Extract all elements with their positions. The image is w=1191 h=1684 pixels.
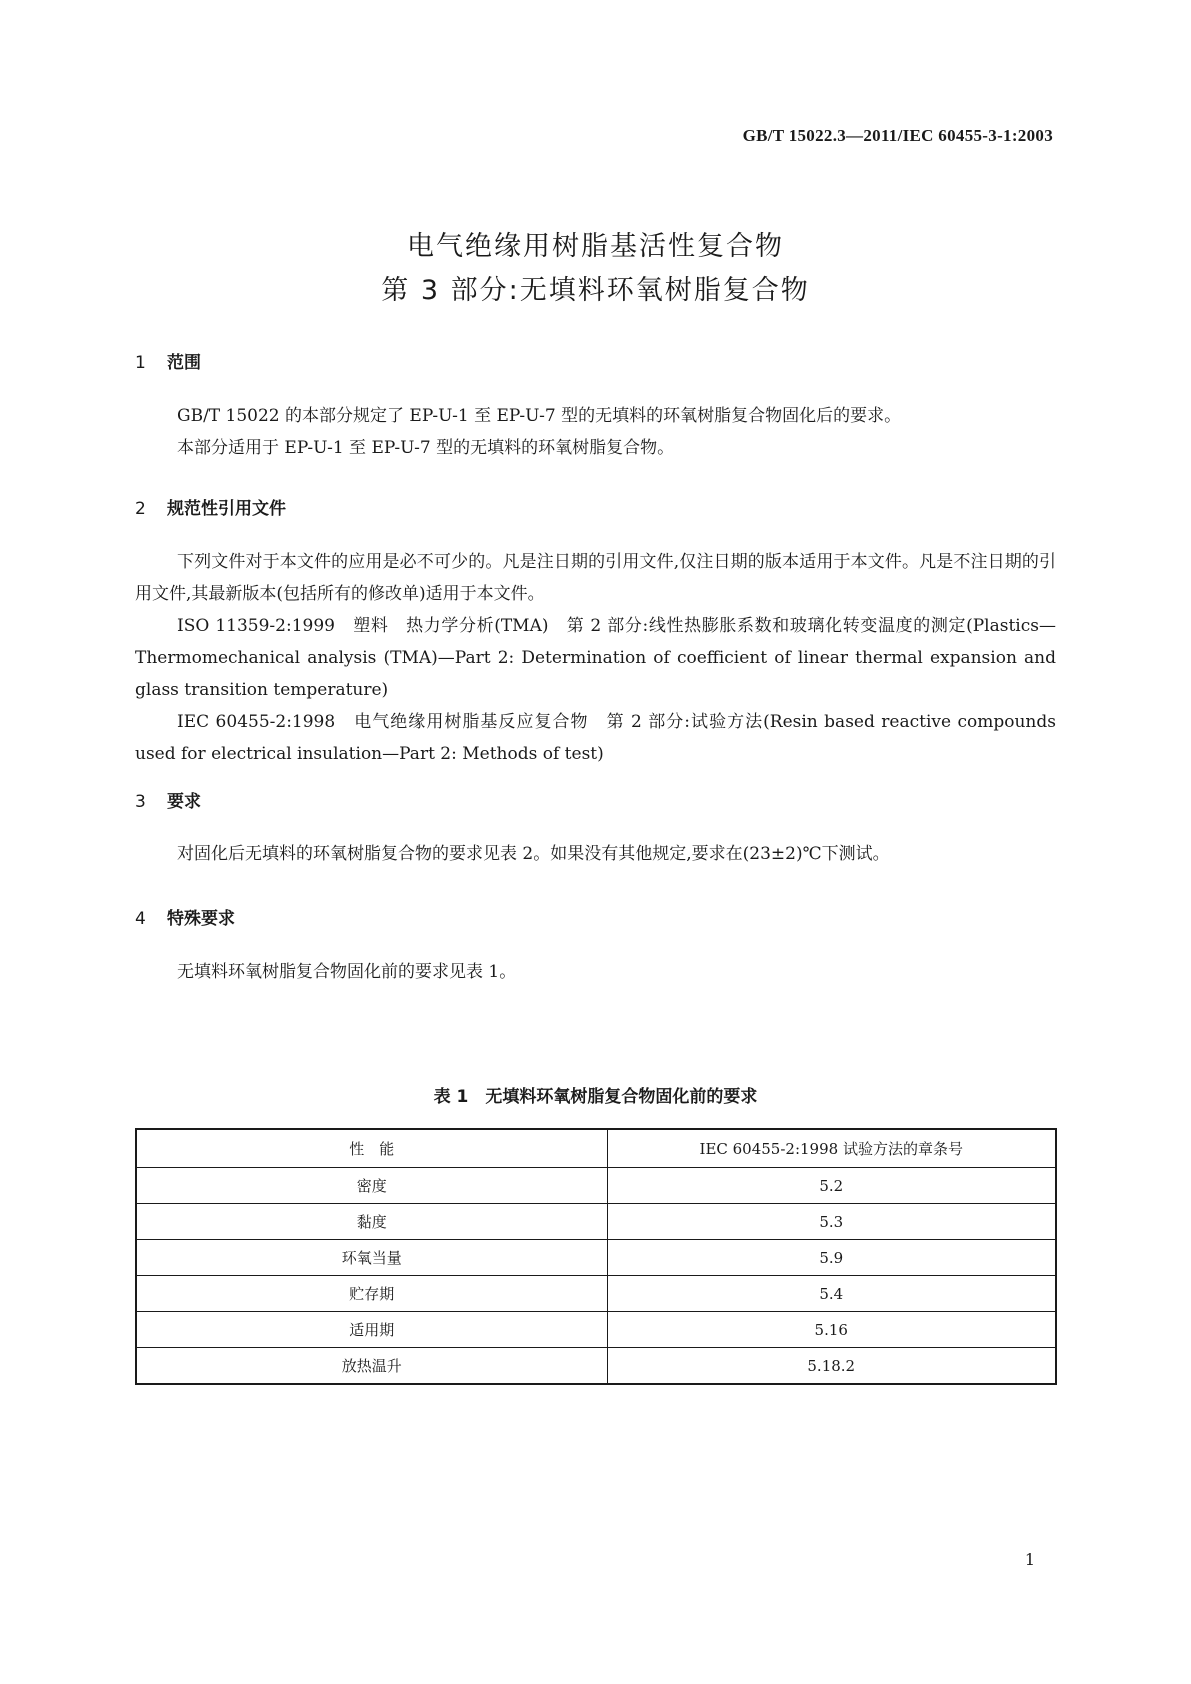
table-row: [136, 1240, 1056, 1276]
paragraph: 本部分适用于 EP-U-1 至 EP-U-7 型的无填料的环氧树脂复合物。: [177, 438, 675, 458]
section-heading-requirements: [135, 787, 201, 812]
table-row: [136, 1312, 1056, 1348]
section-number: 2: [135, 499, 146, 519]
reference-iso-11359-2: ISO 11359-2:1999 塑料 热力学分析(TMA) 第 2 部分:线性热膨胀系数和玻璃化转变温度的测定(Plastics—Thermomechanical analysis (TMA)—Part 2: Determination of coefficient of linear thermal expansion and glass transition temperature): [135, 616, 1056, 700]
table-row: [136, 1276, 1056, 1312]
table-header-row: [136, 1129, 1056, 1168]
paragraph: GB/T 15022 的本部分规定了 EP-U-1 至 EP-U-7 型的无填料的环氧树脂复合物固化后的要求。: [177, 406, 902, 426]
section-title: 要求: [167, 792, 201, 812]
section-title: 规范性引用文件: [167, 499, 286, 519]
table-caption: 表 1 无填料环氧树脂复合物固化前的要求: [433, 1087, 758, 1107]
section-title: 特殊要求: [167, 909, 235, 929]
reference-iec-60455-2: IEC 60455-2:1998 电气绝缘用树脂基反应复合物 第 2 部分:试验方法(Resin based reactive compounds used for electrical insulation—Part 2: Methods of test): [135, 712, 1056, 764]
clause-cell: 5.18.2: [607, 1348, 1056, 1385]
section-body-normative-references: [135, 546, 1056, 770]
table-row: [136, 1168, 1056, 1204]
section-title: 范围: [167, 353, 201, 373]
section-heading-special-requirements: [135, 904, 235, 929]
page-number: 1: [1024, 1550, 1035, 1569]
section-number: 3: [135, 792, 146, 812]
section-number: 4: [135, 909, 146, 929]
property-cell: 黏度: [136, 1204, 607, 1240]
document-title: [0, 225, 1191, 313]
clause-cell: 5.2: [607, 1168, 1056, 1204]
section-body-requirements: [135, 838, 1056, 870]
requirements-table: [135, 1128, 1057, 1385]
column-header-property: 性 能: [136, 1129, 607, 1168]
paragraph: 无填料环氧树脂复合物固化前的要求见表 1。: [177, 962, 517, 982]
property-cell: 环氧当量: [136, 1240, 607, 1276]
table-row: [136, 1348, 1056, 1385]
paragraph: 下列文件对于本文件的应用是必不可少的。凡是注日期的引用文件,仅注日期的版本适用于本文件。凡是不注日期的引用文件,其最新版本(包括所有的修改单)适用于本文件。: [135, 552, 1056, 604]
standard-code: GB/T 15022.3—2011/IEC 60455-3-1:2003: [742, 126, 1053, 145]
title-line-2: 第 3 部分:无填料环氧树脂复合物: [381, 275, 810, 306]
title-line-1: 电气绝缘用树脂基活性复合物: [407, 231, 784, 262]
property-cell: 适用期: [136, 1312, 607, 1348]
section-body-special-requirements: [135, 956, 1056, 988]
paragraph: 对固化后无填料的环氧树脂复合物的要求见表 2。如果没有其他规定,要求在(23±2)℃下测试。: [177, 844, 890, 864]
section-number: 1: [135, 353, 146, 373]
section-heading-scope: [135, 348, 201, 373]
section-body-scope: [135, 400, 1056, 464]
clause-cell: 5.3: [607, 1204, 1056, 1240]
property-cell: 密度: [136, 1168, 607, 1204]
column-header-test-clause: IEC 60455-2:1998 试验方法的章条号: [607, 1129, 1056, 1168]
clause-cell: 5.9: [607, 1240, 1056, 1276]
clause-cell: 5.16: [607, 1312, 1056, 1348]
property-cell: 贮存期: [136, 1276, 607, 1312]
clause-cell: 5.4: [607, 1276, 1056, 1312]
property-cell: 放热温升: [136, 1348, 607, 1385]
table-row: [136, 1204, 1056, 1240]
section-heading-normative-references: [135, 494, 286, 519]
